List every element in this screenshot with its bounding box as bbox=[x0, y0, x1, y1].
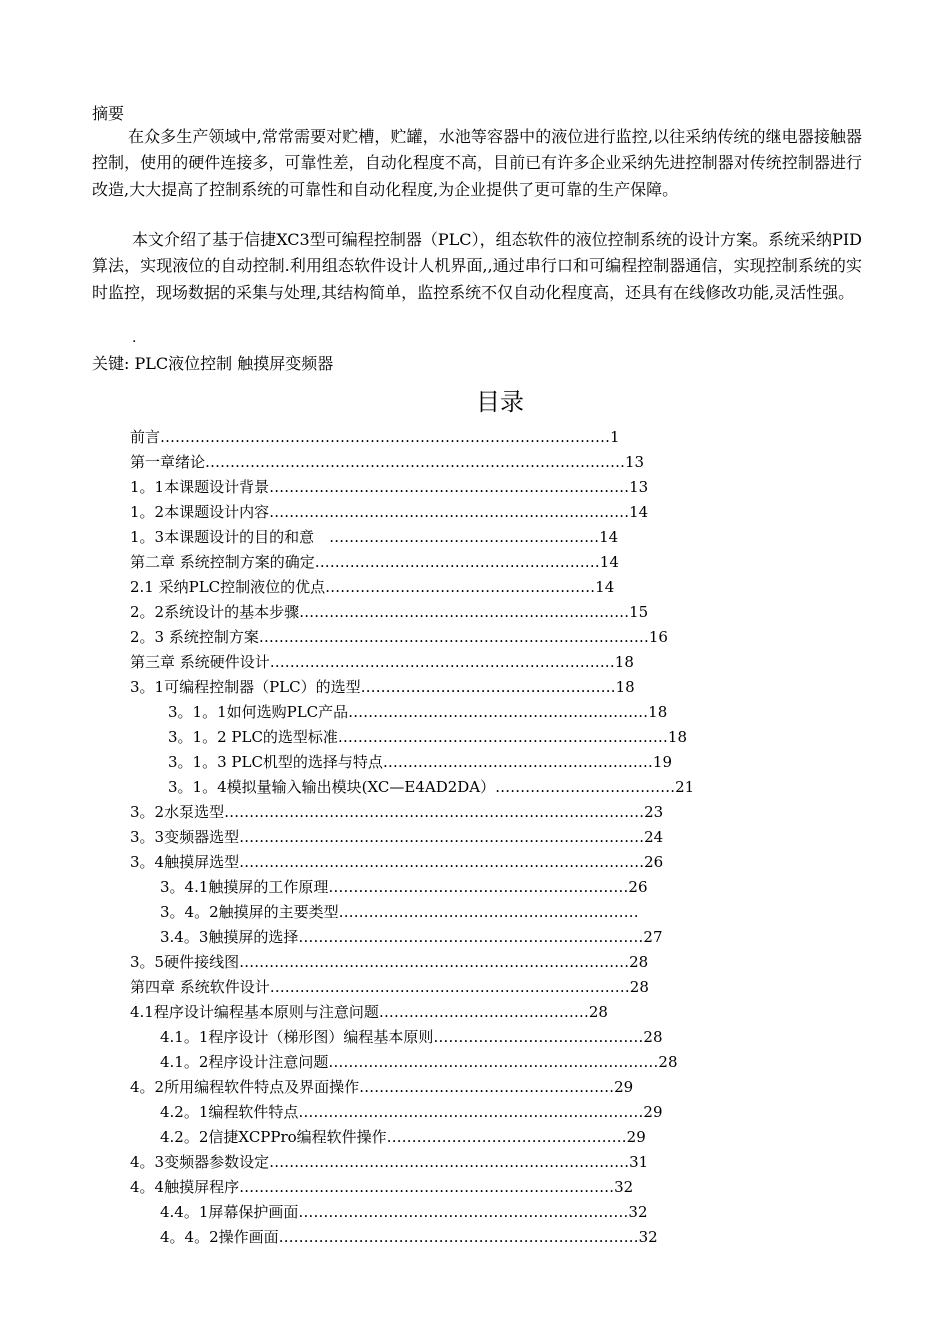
toc-entry[interactable]: 4.1。1程序设计（梯形图）编程基本原则……………………………………28 bbox=[160, 1028, 663, 1046]
abstract-paragraph-1: 在众多生产领域中,常常需要对贮槽，贮罐，水池等容器中的液位进行监控,以往采纳传统的继电器接触器控制，使用的硬件连接多，可靠性差，自动化程度不高，目前已有许多企业采纳先进控制器对传统控制器进行改造,大大提高了控制系统的可靠性和自动化程度,为企业提供了更可靠的生产保障。 bbox=[92, 127, 862, 199]
toc-entry[interactable]: 4.4。1屏幕保护画面…………………………………………………………32 bbox=[160, 1203, 648, 1221]
toc-title: 目录 bbox=[476, 388, 524, 416]
toc-entry[interactable]: 4.2。1编程软件特点……………………………………………………………29 bbox=[160, 1103, 663, 1121]
abstract-title: 摘要 bbox=[92, 104, 125, 123]
toc-entry[interactable]: 第二章 系统控制方案的确定…………………………………………………14 bbox=[130, 553, 619, 571]
toc-entry[interactable]: 3。1。4模拟量输入输出模块(XC—E4AD2DA）………………………………21 bbox=[168, 778, 695, 796]
toc-entry[interactable]: 3。4。2触摸屏的主要类型…………………………………………………… bbox=[160, 903, 639, 921]
toc-entry[interactable]: 3.4。3触摸屏的选择……………………………………………………………27 bbox=[160, 928, 663, 946]
toc-entry[interactable]: 4。4。2操作画面………………………………………………………………32 bbox=[160, 1228, 658, 1246]
toc-entry[interactable]: 第三章 系统硬件设计……………………………………………………………18 bbox=[130, 653, 634, 671]
toc-entry[interactable]: 3。2水泵选型…………………………………………………………………………23 bbox=[130, 803, 664, 821]
keywords: 关键: PLC液位控制 触摸屏变频器 bbox=[92, 354, 334, 373]
toc-entry[interactable]: 4。4触摸屏程序…………………………………………………………………32 bbox=[130, 1178, 634, 1196]
toc-entry[interactable]: 2。2系统设计的基本步骤…………………………………………………………15 bbox=[130, 603, 649, 621]
toc-entry[interactable]: 3。1。3 PLC机型的选择与特点………………………………………………19 bbox=[168, 753, 673, 771]
toc-entry[interactable]: 4.1。2程序设计注意问题…………………………………………………………28 bbox=[160, 1053, 678, 1071]
toc-entry[interactable]: 前言………………………………………………………………………………1 bbox=[130, 428, 620, 446]
stray-dot: . bbox=[132, 330, 137, 346]
toc-entry[interactable]: 3。4触摸屏选型………………………………………………………………………26 bbox=[130, 853, 664, 871]
toc-entry[interactable]: 2.1 采纳PLC控制液位的优点………………………………………………14 bbox=[130, 578, 615, 596]
abstract-paragraph-2: 本文介绍了基于信捷XC3型可编程控制器（PLC），组态软件的液位控制系统的设计方案。系统采纳PID算法，实现液位的自动控制.利用组态软件设计人机界面,,通过串行口和可编程控制器通信，实现控制系统的实时监控，现场数据的采集与处理,其结构简单，监控系统不仅自动化程度高，还具有在线修改功能,灵活性强。 bbox=[92, 230, 862, 302]
toc-entry[interactable]: 3。3变频器选型………………………………………………………………………24 bbox=[130, 828, 664, 846]
toc-entry[interactable]: 4.2。2信捷XCPPro编程软件操作…………………………………………29 bbox=[160, 1128, 646, 1146]
toc-entry[interactable]: 3。5硬件接线图……………………………………………………………………28 bbox=[130, 953, 649, 971]
toc-entry[interactable]: 3。1可编程控制器（PLC）的选型……………………………………………18 bbox=[130, 678, 635, 696]
toc-entry[interactable]: 3。4.1触摸屏的工作原理……………………………………………………26 bbox=[160, 878, 648, 896]
toc-entry[interactable]: 第四章 系统软件设计………………………………………………………………28 bbox=[130, 978, 649, 996]
toc-entry[interactable]: 2。3 系统控制方案……………………………………………………………………16 bbox=[130, 628, 668, 646]
toc-entry[interactable]: 3。1。1如何选购PLC产品……………………………………………………18 bbox=[168, 703, 668, 721]
toc-entry[interactable]: 第一章绪论…………………………………………………………………………13 bbox=[130, 453, 645, 471]
toc-entry[interactable]: 1。2本课题设计内容………………………………………………………………14 bbox=[130, 503, 649, 521]
toc-entry[interactable]: 4.1程序设计编程基本原则与注意问题……………………………………28 bbox=[130, 1003, 608, 1021]
toc-entry[interactable]: 1。3本课题设计的目的和意 ………………………………………………14 bbox=[130, 528, 619, 546]
toc-entry[interactable]: 4。2所用编程软件特点及界面操作……………………………………………29 bbox=[130, 1078, 634, 1096]
toc-entry[interactable]: 4。3变频器参数设定………………………………………………………………31 bbox=[130, 1153, 649, 1171]
toc-entry[interactable]: 3。1。2 PLC的选型标准…………………………………………………………18 bbox=[168, 728, 688, 746]
toc-entry[interactable]: 1。1本课题设计背景………………………………………………………………13 bbox=[130, 478, 649, 496]
